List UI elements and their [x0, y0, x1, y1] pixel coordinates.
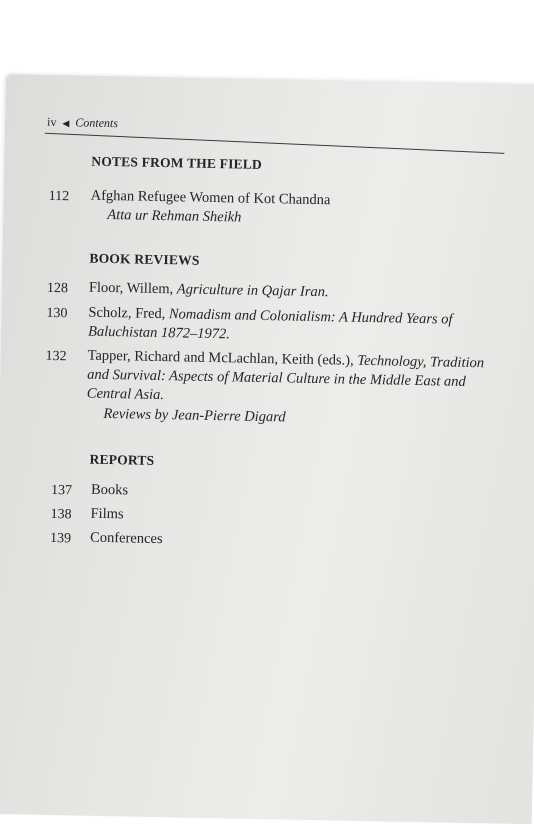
review-title-continued: Central Asia. [86, 385, 165, 404]
report-entry: Books [90, 481, 129, 499]
section-heading-reports: REPORTS [89, 451, 155, 468]
entry-page-number: 138 [50, 506, 72, 523]
review-title: Agriculture in Qajar Iran. [176, 281, 329, 301]
section-heading-book-reviews: BOOK REVIEWS [89, 250, 200, 268]
report-entry: Conferences [89, 529, 163, 548]
reviewer-credit: Reviews by Jean-Pierre Digard [103, 405, 286, 426]
review-title-continued: Baluchistan 1872–1972. [87, 323, 230, 343]
review-title: Technology, Tradition [357, 352, 485, 372]
entry-page-number: 130 [46, 305, 68, 322]
running-header-title: Contents [75, 115, 119, 131]
review-title-continued: and Survival: Aspects of Material Culture in the Middle East and [87, 366, 466, 390]
header-rule [45, 133, 505, 154]
review-entry [89, 280, 329, 302]
review-author: Floor, Willem, [88, 279, 178, 298]
review-author: Tapper, Richard and McLachlan, Keith (eds.), [87, 347, 358, 369]
entry-page-number: 112 [48, 188, 70, 205]
entry-page-number: 132 [45, 348, 67, 365]
entry-page-number: 128 [46, 280, 69, 297]
page-number: iv [46, 114, 57, 129]
entry-page-number: 139 [49, 530, 72, 547]
running-header [47, 115, 118, 131]
section-heading-notes: NOTES FROM THE FIELD [91, 153, 263, 172]
entry-page-number: 137 [50, 482, 73, 499]
book-page [0, 74, 534, 824]
report-entry: Films [90, 505, 124, 523]
review-title: Nomadism and Colonialism: A Hundred Years of [168, 306, 453, 328]
left-arrow-icon: ◀ [62, 118, 70, 129]
entry-title: Afghan Refugee Women of Kot Chandna [90, 187, 331, 209]
review-author: Scholz, Fred, [88, 304, 170, 323]
entry-author: Atta ur Rehman Sheikh [107, 206, 242, 226]
